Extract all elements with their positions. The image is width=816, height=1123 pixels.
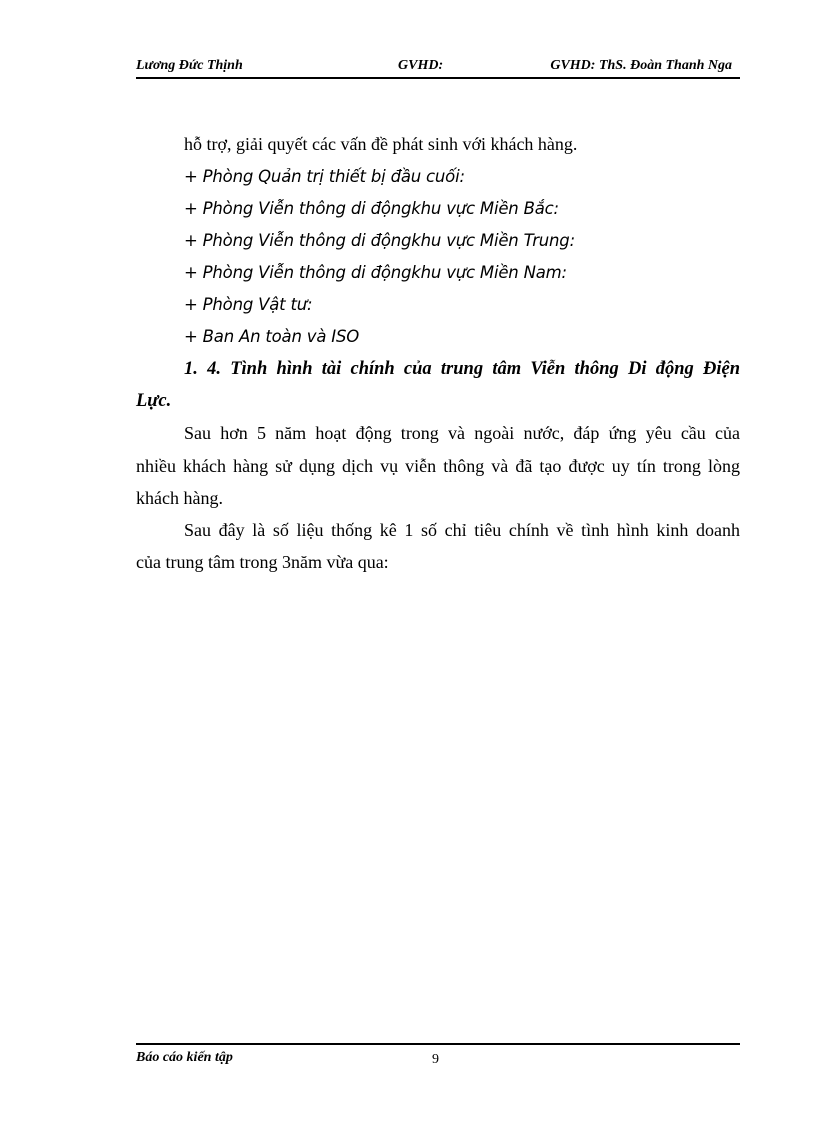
list-item-central-dept: + Phòng Viễn thông di độngkhu vực Miền Trung:: [184, 231, 575, 250]
list-item-north-dept: + Phòng Viễn thông di độngkhu vực Miền Bắc:: [184, 199, 559, 218]
section-heading: 1. 4. Tình hình tài chính của trung tâm Viễn thông Di động Điện: [184, 359, 740, 379]
paragraph-1-line-1: Sau hơn 5 năm hoạt động trong và ngoài nước, đáp ứng yêu cầu của: [184, 423, 740, 443]
paragraph-2-line-2: của trung tâm trong 3năm vừa qua:: [136, 552, 389, 572]
list-item-south-dept: + Phòng Viễn thông di độngkhu vực Miền Nam:: [184, 263, 567, 282]
paragraph-1-line-3: khách hàng.: [136, 488, 223, 508]
footer-title: Báo cáo kiến tập: [136, 1050, 233, 1065]
header-supervisor: GVHD: ThS. Đoàn Thanh Nga: [550, 58, 732, 73]
list-item-safety-iso: + Ban An toàn và ISO: [184, 327, 360, 346]
list-item-supplies-dept: + Phòng Vật tư:: [184, 295, 313, 314]
paragraph-2-line-1: Sau đây là số liệu thống kê 1 số chỉ tiêu chính về tình hình kinh doanh: [184, 520, 740, 540]
page-body: [136, 128, 740, 588]
paragraph-1-line-2: nhiều khách hàng sử dụng dịch vụ viễn thông và đã tạo được uy tín trong lòng: [136, 456, 740, 476]
header-author: Lương Đức Thịnh: [136, 58, 243, 73]
page-number: 9: [432, 1052, 439, 1067]
header-gvhd-label: GVHD:: [398, 58, 444, 73]
section-heading-continued: Lực.: [136, 391, 172, 411]
body-line-support: hỗ trợ, giải quyết các vấn đề phát sinh với khách hàng.: [184, 134, 578, 154]
list-item-terminal-dept: + Phòng Quản trị thiết bị đầu cuối:: [184, 167, 465, 186]
footer-divider: [136, 1043, 740, 1045]
header-divider: [136, 77, 740, 79]
